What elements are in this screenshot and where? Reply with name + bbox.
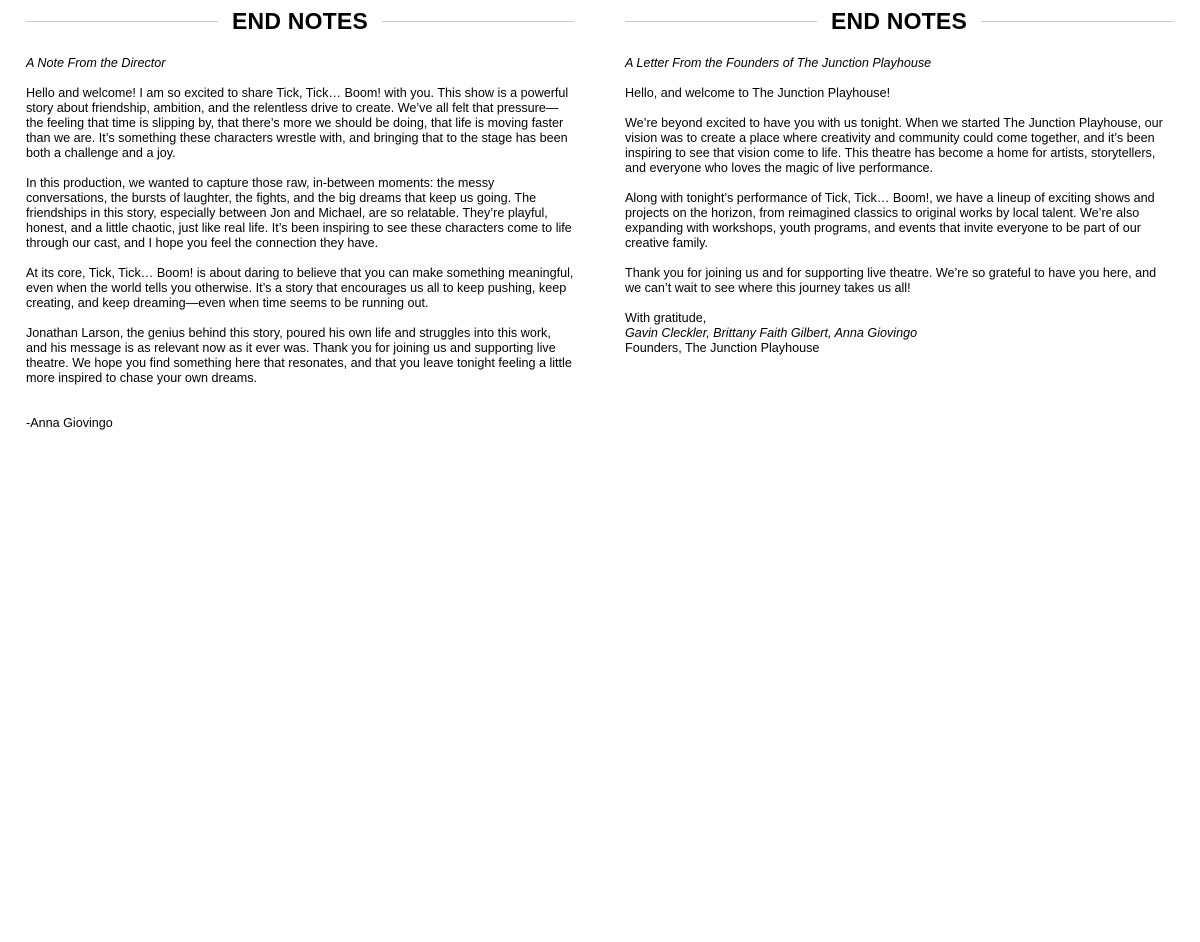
heading-rule-left	[26, 21, 218, 22]
paragraph: Hello, and welcome to The Junction Playhouse!	[625, 86, 891, 100]
paragraph: At its core, Tick, Tick… Boom! is about daring to believe that you can make something meaningful, even when the world tells you otherwise. It’s a story that encourages us all to keep pushing, keep creating, and keep dreaming—even when time seems to be running out.	[26, 266, 574, 310]
page-heading: END NOTES	[232, 8, 368, 34]
founders-letter-page	[625, 0, 1173, 356]
heading-row	[26, 0, 574, 42]
paragraph: Hello and welcome! I am so excited to share Tick, Tick… Boom! with you. This show is a powerful story about friendship, ambition, and the relentless drive to create. We’ve all felt that pressure—the feeling that time is slipping by, that there’s more we should be doing, that life is moving faster than we are. It’s something these characters wrestle with, and bringing that to the stage has been both a challenge and a joy.	[26, 86, 569, 160]
section-subtitle: A Letter From the Founders of The Junction Playhouse	[625, 56, 932, 70]
director-note-page	[26, 0, 574, 431]
signature: -Anna Giovingo	[26, 416, 113, 430]
heading-rule-left	[625, 21, 817, 22]
paragraph: Jonathan Larson, the genius behind this story, poured his own life and struggles into this work, and his message is as relevant now as it ever was. Thank you for joining us and supporting live theatre. We hope you find something here that resonates, and that you leave tonight feeling a little more inspired to chase your own dreams.	[26, 326, 572, 385]
letter-closing	[625, 311, 1173, 356]
closing-salutation: With gratitude,	[625, 311, 707, 325]
heading-rule-right	[981, 21, 1173, 22]
paragraph: We’re beyond excited to have you with us tonight. When we started The Junction Playhouse, our vision was to create a place where creativity and community could come together, and it’s been inspiring to see that vision come to life. This theatre has become a home for artists, storytellers, and everyone who loves the magic of live performance.	[625, 116, 1163, 175]
paragraph: In this production, we wanted to capture those raw, in-between moments: the messy conversations, the bursts of laughter, the fights, and the big dreams that keep us going. The friendships in this story, especially between Jon and Michael, are so relatable. They’re playful, honest, and a little chaotic, just like real life. It’s been inspiring to see these characters come to life through our cast, and I hope you feel the connection they have.	[26, 176, 572, 250]
founder-names: Gavin Cleckler, Brittany Faith Gilbert, Anna Giovingo	[625, 326, 918, 340]
heading-rule-right	[382, 21, 574, 22]
page-heading: END NOTES	[831, 8, 967, 34]
heading-row	[625, 0, 1173, 42]
paragraph: Along with tonight’s performance of Tick, Tick… Boom!, we have a lineup of exciting shows and projects on the horizon, from reimagined classics to original works by local talent. We’re also expanding with workshops, youth programs, and events that invite everyone to be part of our creative family.	[625, 191, 1155, 250]
founders-title: Founders, The Junction Playhouse	[625, 341, 820, 355]
section-subtitle: A Note From the Director	[26, 56, 166, 70]
paragraph: Thank you for joining us and for supporting live theatre. We’re so grateful to have you here, and we can’t wait to see where this journey takes us all!	[625, 266, 1157, 295]
